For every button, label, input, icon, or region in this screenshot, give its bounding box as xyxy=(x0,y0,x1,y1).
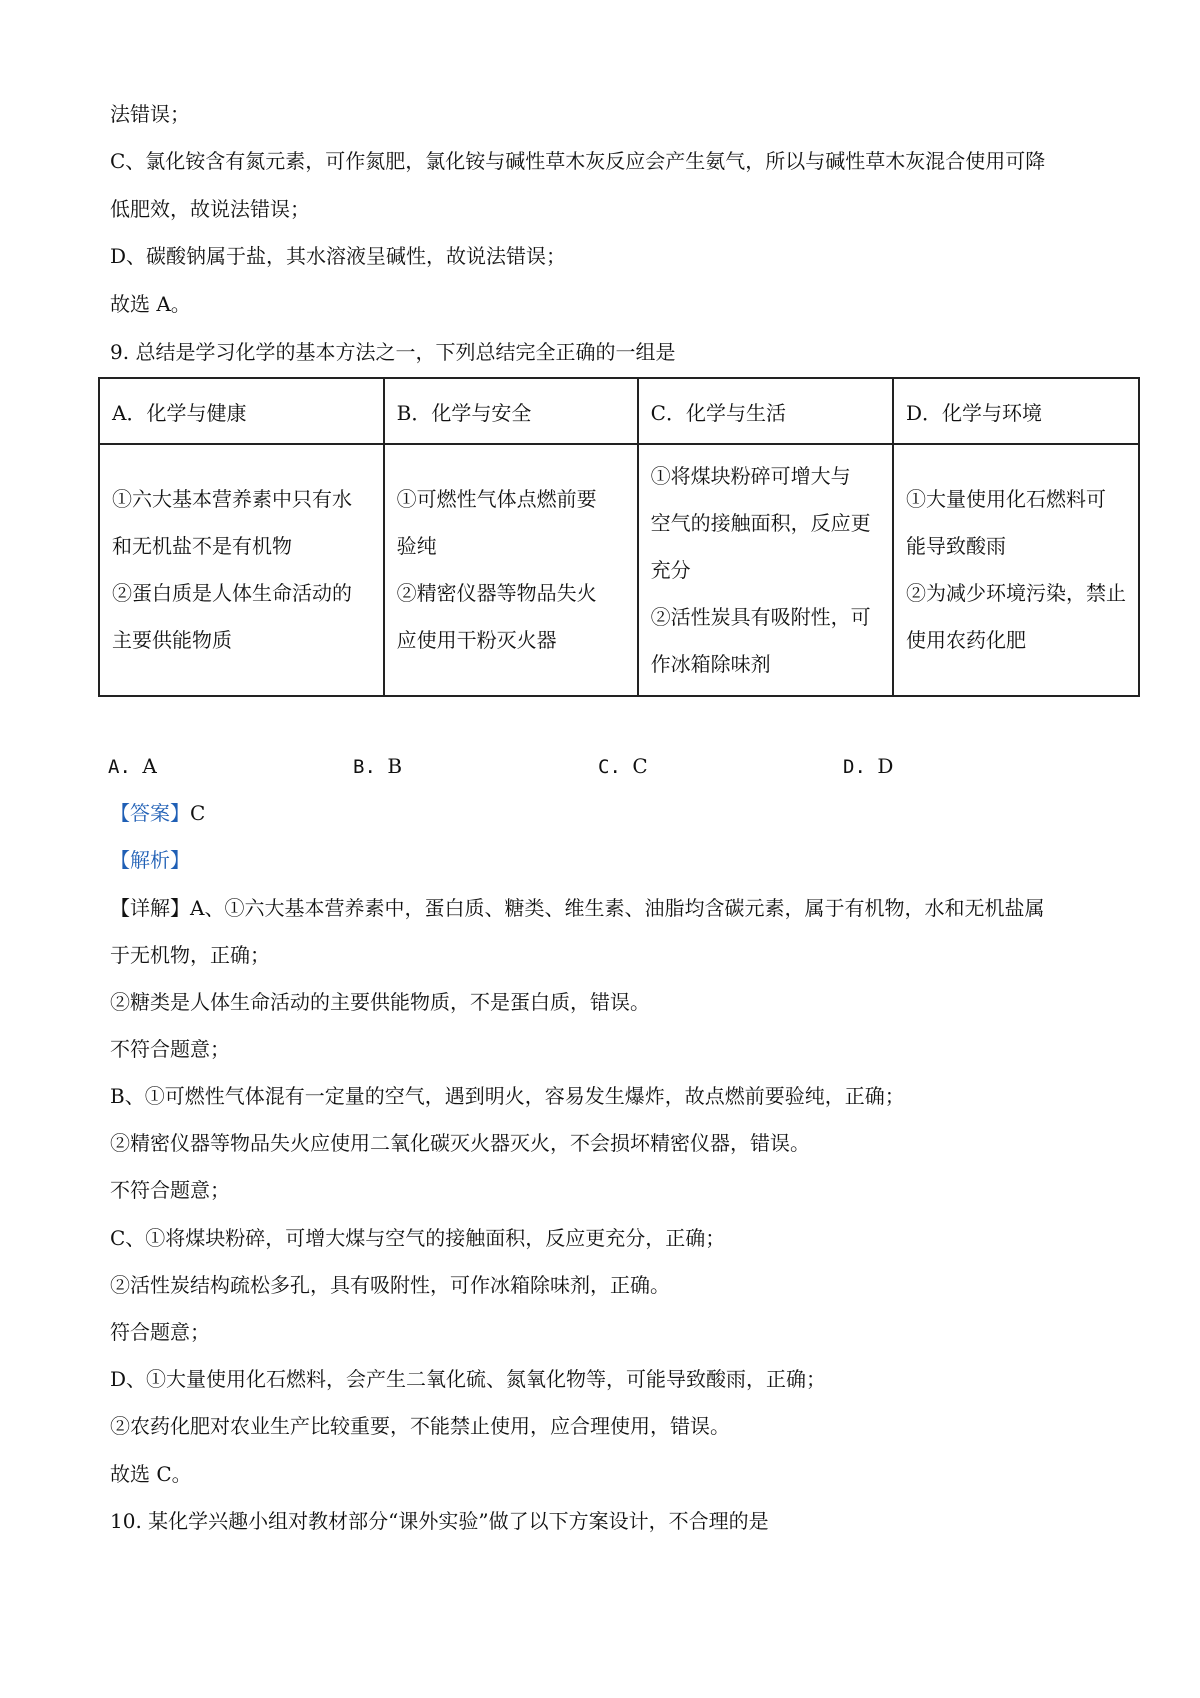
option-letter: C. xyxy=(598,756,621,778)
detail-line: ②农药化肥对农业生产比较重要，不能禁止使用，应合理使用，错误。 xyxy=(110,1414,730,1438)
table-header-cell: A．化学与健康 xyxy=(99,378,384,444)
detail-line: 不符合题意； xyxy=(110,1178,230,1202)
text-line: D、碳酸钠属于盐，其水溶液呈碱性，故说法错误； xyxy=(110,244,567,268)
option-value: B xyxy=(387,754,403,778)
option-letter: A. xyxy=(108,756,131,778)
cell-line: 验纯 xyxy=(396,534,437,558)
table-header-cell: C．化学与生活 xyxy=(638,378,893,444)
detail-line: 不符合题意； xyxy=(110,1037,230,1061)
detail-line: C、①将煤块粉碎，可增大煤与空气的接触面积，反应更充分，正确； xyxy=(110,1226,726,1250)
detail-line: B、①可燃性气体混有一定量的空气，遇到明火，容易发生爆炸，故点燃前要验纯，正确； xyxy=(110,1084,905,1108)
answer-label: 【答案】 xyxy=(110,801,190,825)
table-cell-d xyxy=(893,444,1139,696)
option-letter: D. xyxy=(843,756,866,778)
table-header-row xyxy=(99,378,1139,444)
cell-line: 空气的接触面积，反应更 xyxy=(650,510,871,535)
option-value: D xyxy=(877,754,894,778)
table-cell-b xyxy=(384,444,638,696)
detail-line: 故选 C。 xyxy=(110,1462,192,1486)
text-line: 故选 A。 xyxy=(110,292,191,316)
analysis-label: 【解析】 xyxy=(110,848,190,872)
answer-value: C xyxy=(190,801,206,825)
cell-line: 主要供能物质 xyxy=(112,628,232,652)
option-value: A xyxy=(142,754,157,778)
cell-line: 能导致酸雨 xyxy=(906,534,1006,558)
table-header-cell: D．化学与环境 xyxy=(893,378,1139,444)
cell-line: ①六大基本营养素中只有水 xyxy=(112,487,352,511)
cell-line: 应使用干粉灭火器 xyxy=(396,628,557,652)
detail-line: ②精密仪器等物品失火应使用二氧化碳灭火器灭火，不会损坏精密仪器，错误。 xyxy=(110,1131,810,1155)
cell-line: ①大量使用化石燃料可 xyxy=(906,487,1106,511)
text-line: 法错误； xyxy=(110,102,190,126)
cell-line: ②精密仪器等物品失火 xyxy=(396,581,597,605)
detail-line: 于无机物，正确； xyxy=(110,943,270,967)
question-10-stem: 10. 某化学兴趣小组对教材部分“课外实验”做了以下方案设计，不合理的是 xyxy=(110,1509,769,1533)
cell-line: ②活性炭具有吸附性，可 xyxy=(650,604,871,629)
detail-line: ②糖类是人体生命活动的主要供能物质，不是蛋白质，错误。 xyxy=(110,990,650,1014)
cell-line: ②为减少环境污染，禁止 xyxy=(906,581,1126,605)
detail-line: D、①大量使用化石燃料，会产生二氧化硫、氮氧化物等，可能导致酸雨，正确； xyxy=(110,1367,827,1391)
detail-line: 符合题意； xyxy=(110,1320,210,1344)
option-c xyxy=(598,752,648,781)
detail-line: ②活性炭结构疏松多孔，具有吸附性，可作冰箱除味剂，正确。 xyxy=(110,1273,670,1297)
option-a xyxy=(108,752,157,781)
option-d xyxy=(843,752,893,781)
detail-line xyxy=(110,894,1044,922)
option-b xyxy=(353,752,402,781)
table-cell-c xyxy=(638,444,893,696)
cell-line: ①可燃性气体点燃前要 xyxy=(396,487,597,511)
detail-label: 【详解】 xyxy=(110,896,190,920)
cell-line: ②蛋白质是人体生命活动的 xyxy=(112,581,352,605)
answer-line xyxy=(110,799,205,827)
table-cell-a xyxy=(99,444,384,696)
summary-table xyxy=(98,377,1140,697)
question-9-stem: 9. 总结是学习化学的基本方法之一，下列总结完全正确的一组是 xyxy=(110,340,676,364)
cell-line: 使用农药化肥 xyxy=(906,628,1026,652)
cell-line: 和无机盐不是有机物 xyxy=(112,534,292,558)
text-line: 低肥效，故说法错误； xyxy=(110,197,310,221)
cell-line: 充分 xyxy=(650,557,691,582)
option-letter: B. xyxy=(353,756,376,778)
option-value: C xyxy=(632,754,648,778)
cell-line: ①将煤块粉碎可增大与 xyxy=(650,463,851,488)
table-header-cell: B．化学与安全 xyxy=(384,378,638,444)
table-row xyxy=(99,444,1139,696)
text-line: C、氯化铵含有氮元素，可作氮肥，氯化铵与碱性草木灰反应会产生氨气，所以与碱性草木灰混合使用可降 xyxy=(110,149,1046,173)
detail-text: A、①六大基本营养素中，蛋白质、糖类、维生素、油脂均含碳元素，属于有机物，水和无机盐属 xyxy=(190,896,1045,920)
cell-line: 作冰箱除味剂 xyxy=(650,651,771,676)
